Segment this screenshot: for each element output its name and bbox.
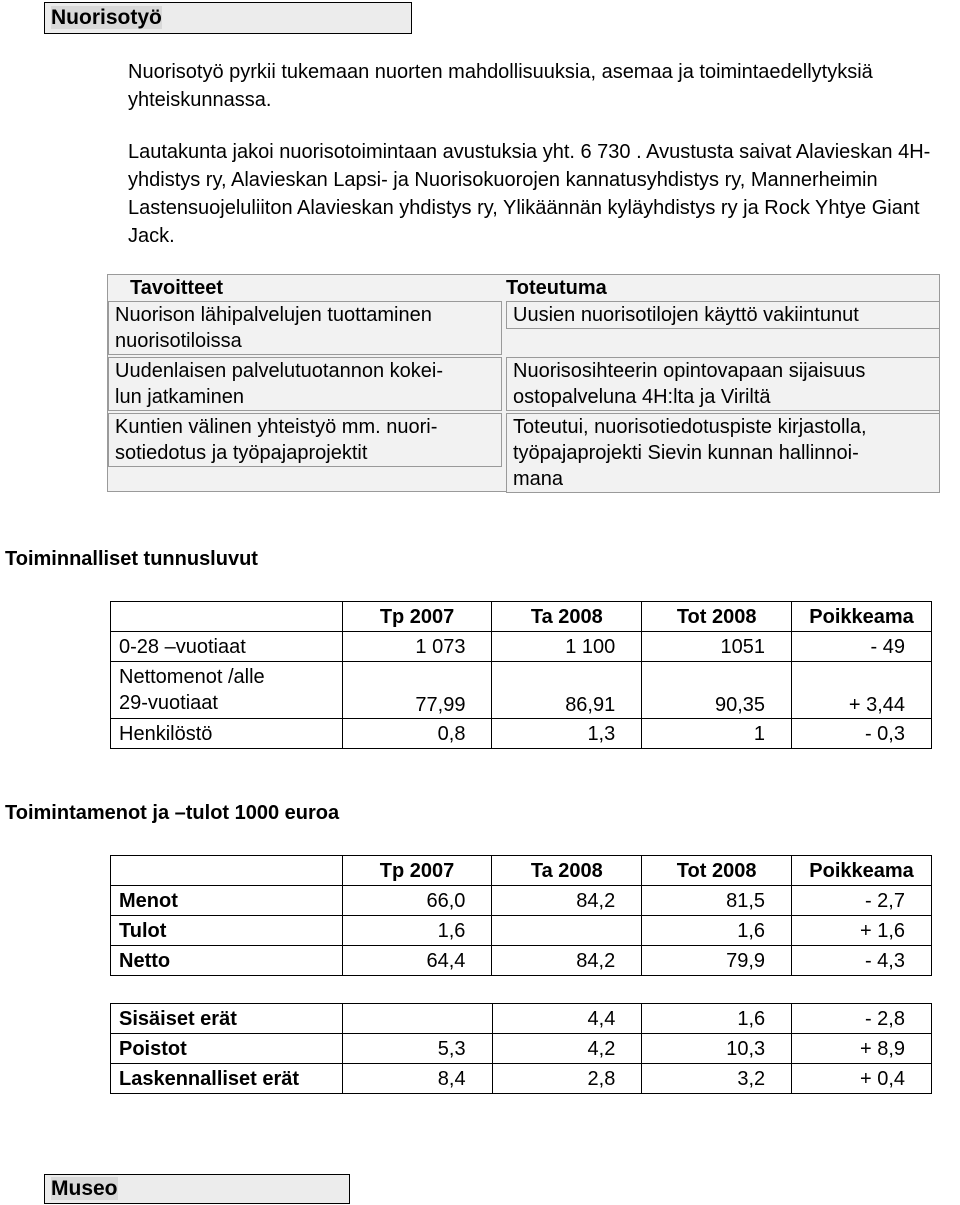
table-cell: 5,3	[342, 1034, 492, 1064]
table-row	[111, 632, 932, 662]
table-cell: 1,6	[342, 916, 492, 946]
table-cell: 1,6	[642, 916, 792, 946]
col-header: Poikkeama	[792, 856, 932, 886]
table-cell	[342, 1004, 492, 1034]
section-header-youth	[44, 2, 412, 34]
col-header: Tot 2008	[642, 602, 792, 632]
outcome-cell: Toteutui, nuorisotiedotuspiste kirjastolla, työpajaprojekti Sievin kunnan hallinnoi- mana	[506, 413, 940, 493]
table-cell: 1051	[642, 632, 792, 662]
col-header: Tp 2007	[342, 856, 492, 886]
table-cell: 64,4	[342, 946, 492, 976]
table-row	[111, 1004, 932, 1034]
outcome-header: Toteutuma	[506, 277, 607, 299]
row-label: Henkilöstö	[111, 719, 343, 749]
col-header: Poikkeama	[792, 602, 932, 632]
row-label: Laskennalliset erät	[111, 1064, 343, 1094]
col-header: Ta 2008	[492, 602, 642, 632]
table-cell: 8,4	[342, 1064, 492, 1094]
table-row	[111, 662, 932, 719]
table-cell: 4,2	[492, 1034, 642, 1064]
row-label: Tulot	[111, 916, 343, 946]
kpi-header-row	[111, 602, 932, 632]
table-cell: 66,0	[342, 886, 492, 916]
section-title-museum: Museo	[51, 1177, 118, 1200]
table-row	[111, 916, 932, 946]
kpi-corner-cell	[111, 602, 343, 632]
table-cell: - 2,8	[792, 1004, 932, 1034]
row-label: Nettomenot /alle 29-vuotiaat	[111, 662, 343, 719]
finance-header-row	[111, 856, 932, 886]
table-cell: 10,3	[642, 1034, 792, 1064]
table-cell: - 4,3	[792, 946, 932, 976]
table-cell: + 8,9	[792, 1034, 932, 1064]
goal-cell: Nuorison lähipalvelujen tuottaminen nuorisotiloissa	[108, 301, 502, 355]
table-cell: - 2,7	[792, 886, 932, 916]
table-cell: 1,3	[492, 719, 642, 749]
table-cell: 84,2	[492, 886, 642, 916]
table-cell: 0,8	[342, 719, 492, 749]
table-cell: 79,9	[642, 946, 792, 976]
finance-table-internal	[110, 1003, 932, 1094]
finance-heading: Toimintamenot ja –tulot 1000 euroa	[5, 802, 340, 824]
row-label: 0-28 –vuotiaat	[111, 632, 343, 662]
table-cell: - 0,3	[792, 719, 932, 749]
table-cell: 84,2	[492, 946, 642, 976]
col-header: Ta 2008	[492, 856, 642, 886]
outcome-cell: Uusien nuorisotilojen käyttö vakiintunut	[506, 301, 940, 329]
table-row	[111, 1034, 932, 1064]
table-row	[111, 719, 932, 749]
table-cell: - 49	[792, 632, 932, 662]
outcome-cell: Nuorisosihteerin opintovapaan sijaisuus ostopalveluna 4H:lta ja Viriltä	[506, 357, 940, 411]
table-cell: 2,8	[492, 1064, 642, 1094]
finance-corner-cell	[111, 856, 343, 886]
table-cell: 1,6	[642, 1004, 792, 1034]
finance-table	[110, 855, 932, 976]
table-cell: + 3,44	[792, 662, 932, 719]
table-cell: 86,91	[492, 662, 642, 719]
row-label: Netto	[111, 946, 343, 976]
table-cell: 90,35	[642, 662, 792, 719]
col-header: Tot 2008	[642, 856, 792, 886]
row-label: Poistot	[111, 1034, 343, 1064]
table-cell: 77,99	[342, 662, 492, 719]
row-label: Menot	[111, 886, 343, 916]
section-title-youth: Nuorisotyö	[51, 6, 162, 29]
goals-header: Tavoitteet	[130, 277, 223, 299]
table-cell: + 0,4	[792, 1064, 932, 1094]
table-cell: + 1,6	[792, 916, 932, 946]
col-header: Tp 2007	[342, 602, 492, 632]
kpi-table	[110, 601, 932, 749]
table-cell	[492, 916, 642, 946]
table-cell: 4,4	[492, 1004, 642, 1034]
table-cell: 3,2	[642, 1064, 792, 1094]
table-cell: 1 073	[342, 632, 492, 662]
intro-paragraph: Nuorisotyö pyrkii tukemaan nuorten mahdollisuuksia, asemaa ja toimintaedellytyksiä yhteiskunnassa.	[128, 61, 873, 111]
table-row	[111, 1064, 932, 1094]
table-cell: 81,5	[642, 886, 792, 916]
table-row	[111, 946, 932, 976]
kpi-heading: Toiminnalliset tunnusluvut	[5, 548, 258, 570]
row-label: Sisäiset erät	[111, 1004, 343, 1034]
table-cell: 1 100	[492, 632, 642, 662]
goal-cell: Kuntien välinen yhteistyö mm. nuori- sotiedotus ja työpajaprojektit	[108, 413, 502, 467]
table-cell: 1	[642, 719, 792, 749]
grants-paragraph: Lautakunta jakoi nuorisotoimintaan avustuksia yht. 6 730 . Avustusta saivat Alavieskan 4H-yhdistys ry, Alavieskan Lapsi- ja Nuorisokuorojen kannatusyhdistys ry, Mannerheimin Lastensuojeluliiton Alavieskan yhdistys ry, Ylikäännän kyläyhdistys ry ja Rock Yhtye Giant Jack.	[128, 141, 931, 247]
section-header-museum	[44, 1174, 350, 1204]
goals-table	[107, 274, 940, 492]
goal-cell: Uudenlaisen palvelutuotannon kokei- lun jatkaminen	[108, 357, 502, 411]
table-row	[111, 886, 932, 916]
